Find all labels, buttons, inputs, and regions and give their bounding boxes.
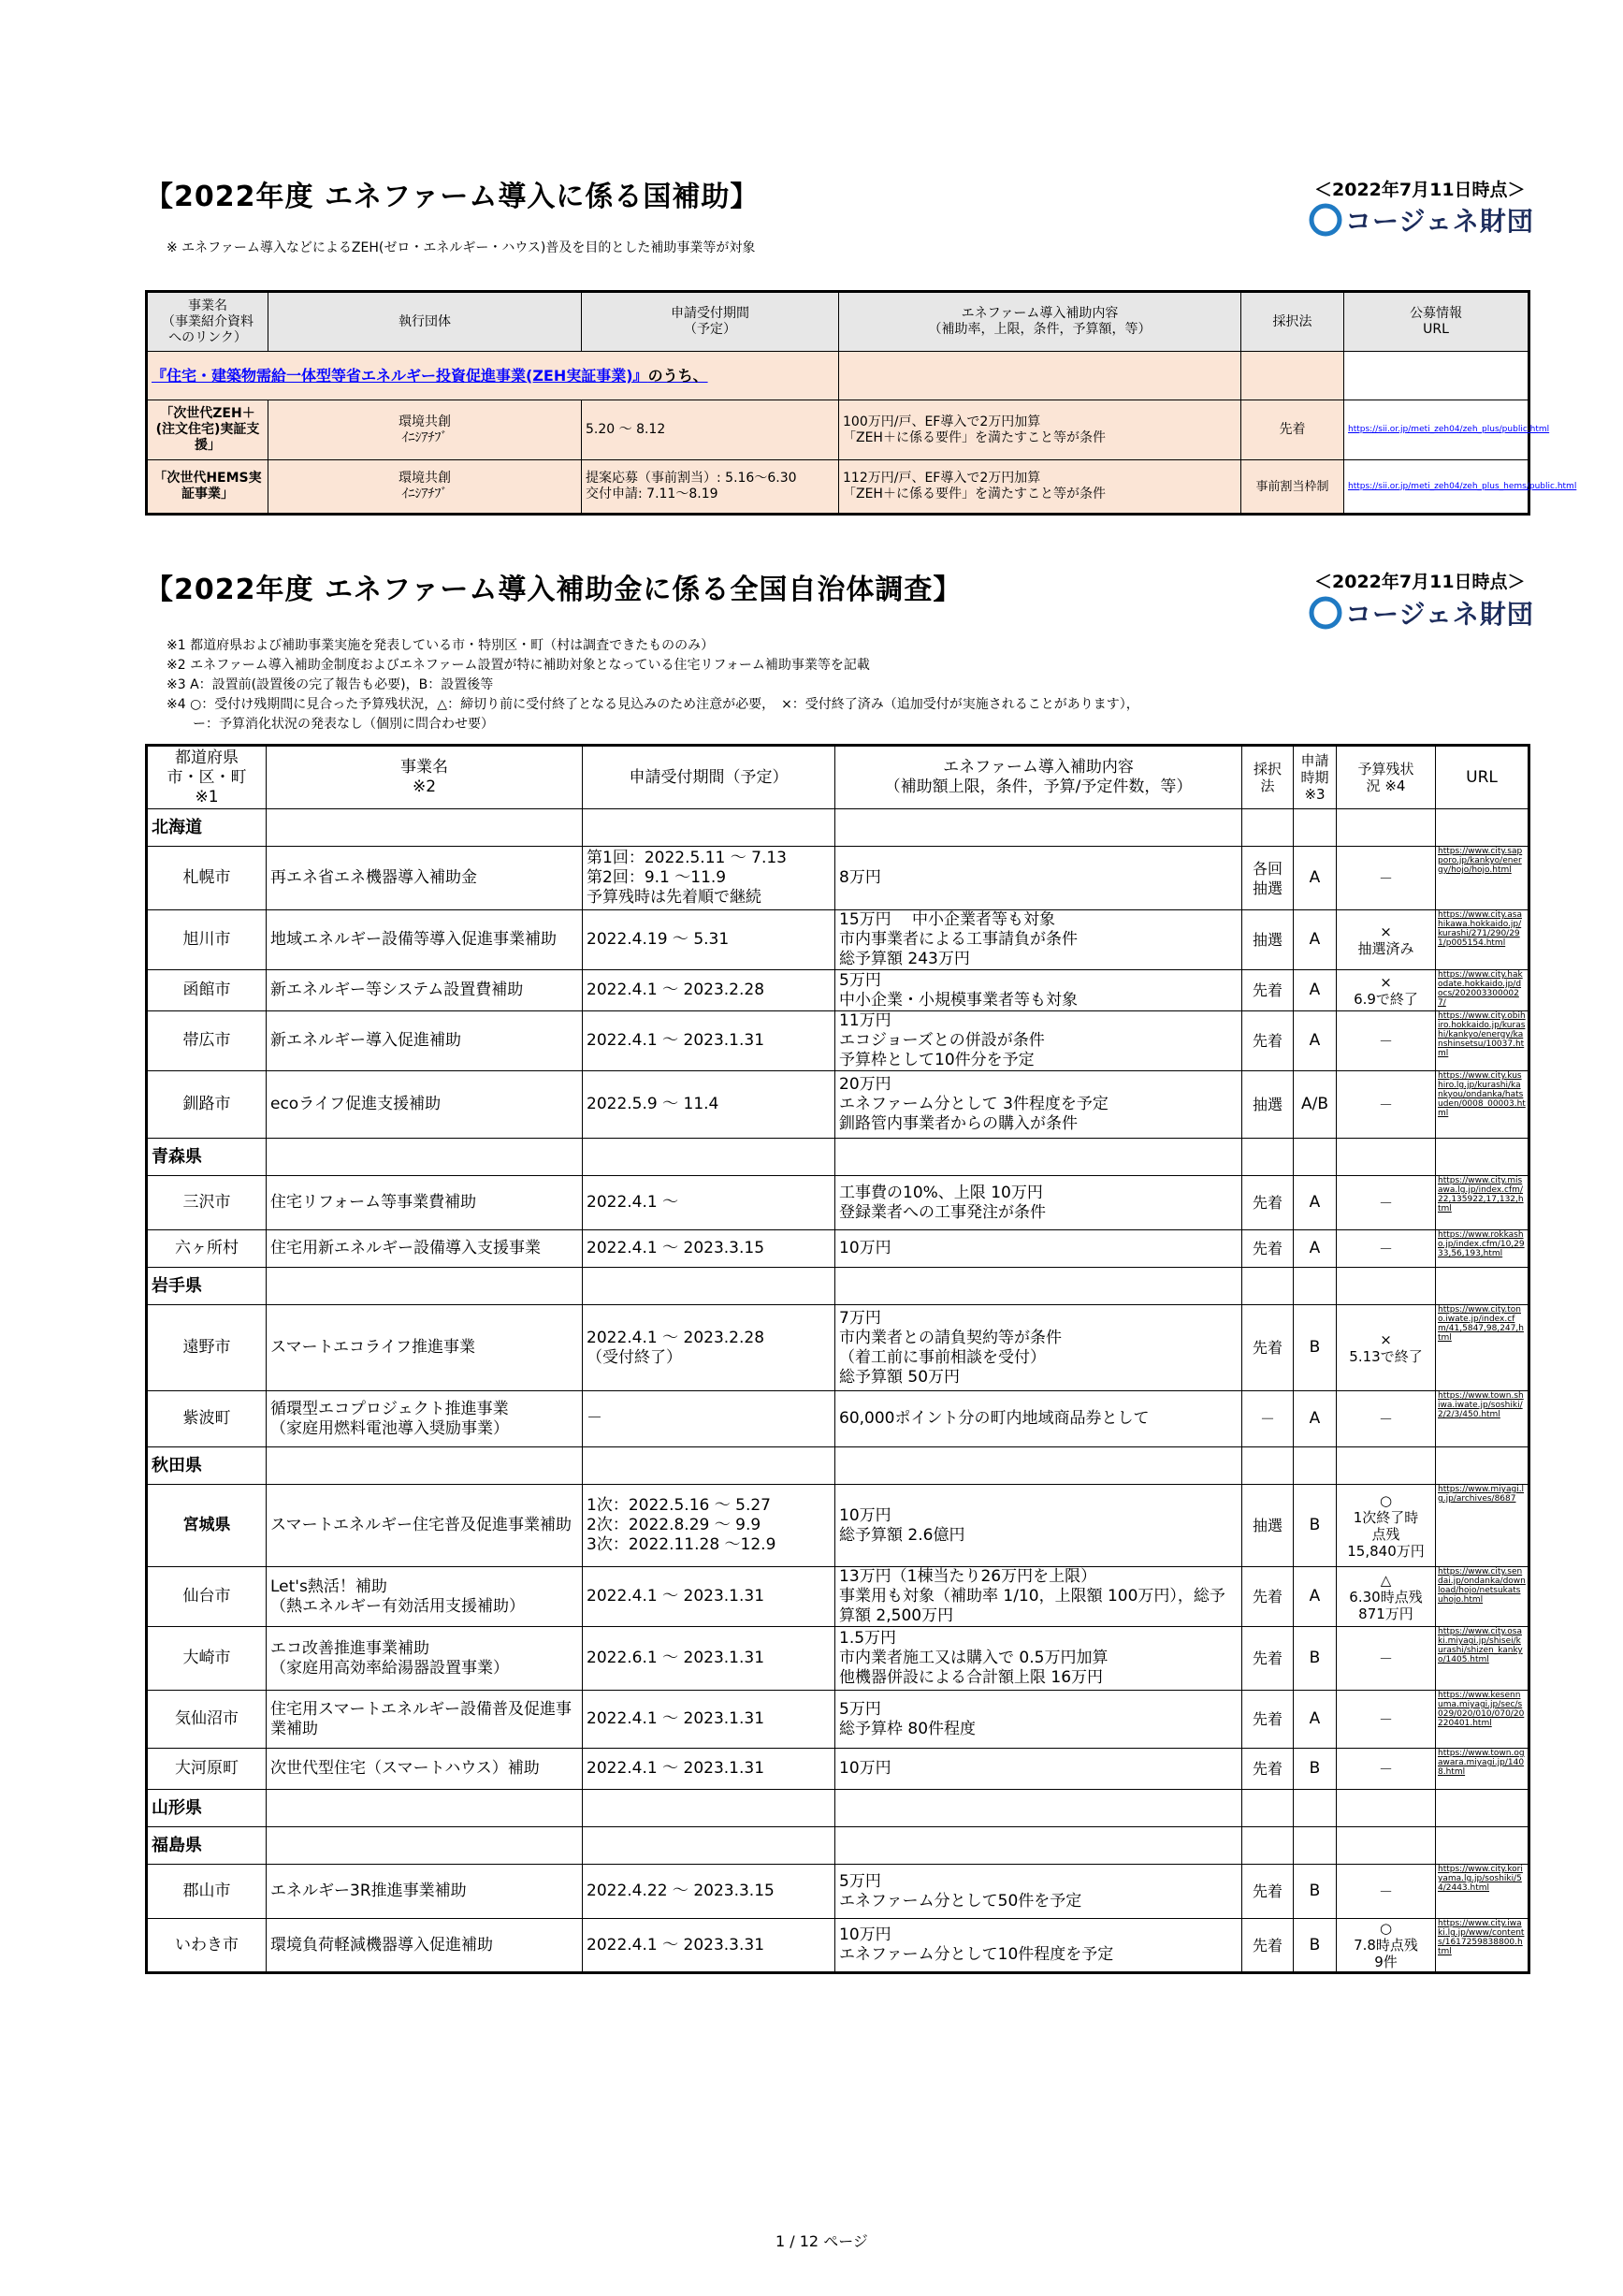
empty-cell [1242, 1139, 1294, 1176]
subsidy-content: 1.5万円 市内業者施工又は購入で 0.5万円加算 他機器併設による合計額上限 16万円 [835, 1627, 1242, 1691]
t2-header-url: URL [1436, 746, 1529, 809]
application-period: 第1回：2022.5.11 ～ 7.13 第2回：9.1 ～11.9 予算残時は先着順で継続 [583, 847, 835, 910]
page-footer: 1 / 12 ページ [775, 2232, 868, 2250]
empty-cell [583, 1790, 835, 1827]
subsidy-content: 8万円 [835, 847, 1242, 910]
city-name: 郡山市 [147, 1865, 267, 1919]
t1-row-url[interactable]: https://sii.or.jp/meti_zeh04/zeh_plus/public.html [1344, 400, 1529, 460]
t2-header-method: 採択 法 [1242, 746, 1294, 809]
t1-row-org: 環境共創 ｲﾆｼｱﾁﾌﾞ [268, 460, 582, 515]
section2-notes [167, 636, 1139, 734]
t1-header-method: 採択法 [1241, 292, 1344, 352]
application-timing: B [1294, 1627, 1337, 1691]
program-name: 次世代型住宅（スマートハウス）補助 [267, 1749, 583, 1790]
application-timing: B [1294, 1865, 1337, 1919]
empty-cell [835, 1139, 1242, 1176]
selection-method: 先着 [1242, 1305, 1294, 1391]
selection-method: 先着 [1242, 1176, 1294, 1230]
subsidy-content: 工事費の10%、上限 10万円 登録業者への工事発注が条件 [835, 1176, 1242, 1230]
prefecture-row [147, 1139, 1529, 1176]
selection-method: 先着 [1242, 1230, 1294, 1268]
table-row [147, 1627, 1529, 1691]
empty-cell [583, 1139, 835, 1176]
budget-status: － [1337, 1230, 1436, 1268]
t2-header-period: 申請受付期間（予定） [583, 746, 835, 809]
t1-row-period: 提案応募（事前割当）: 5.16～6.30 交付申請: 7.11～8.19 [582, 460, 839, 515]
empty-cell [1337, 1827, 1436, 1865]
budget-status: － [1337, 1071, 1436, 1139]
t2-header-budget: 予算残状 況 ※4 [1337, 746, 1436, 809]
city-name: 帯広市 [147, 1011, 267, 1071]
selection-method: 先着 [1242, 1919, 1294, 1973]
selection-method: － [1242, 1391, 1294, 1447]
prefecture-name: 秋田県 [147, 1447, 267, 1485]
empty-cell [583, 1447, 835, 1485]
logo-text: コージェネ財団 [1345, 206, 1534, 237]
budget-status: － [1337, 1749, 1436, 1790]
selection-method: 抽選 [1242, 1071, 1294, 1139]
city-name: 遠野市 [147, 1305, 267, 1391]
prefecture-row [147, 1827, 1529, 1865]
application-period: － [583, 1391, 835, 1447]
empty-cell [835, 1447, 1242, 1485]
t1-row-name[interactable]: 「次世代ZEH＋(注文住宅)実証支援」 [147, 400, 268, 460]
selection-method: 先着 [1242, 1567, 1294, 1627]
selection-method: 先着 [1242, 1011, 1294, 1071]
prefecture-name: 福島県 [147, 1827, 267, 1865]
budget-status: － [1337, 1011, 1436, 1071]
subsidy-content: 10万円 [835, 1230, 1242, 1268]
subsidy-content: 10万円 エネファーム分として10件程度を予定 [835, 1919, 1242, 1973]
selection-method: 先着 [1242, 1627, 1294, 1691]
application-timing: A [1294, 1176, 1337, 1230]
empty-cell [1294, 1139, 1337, 1176]
application-period: 2022.4.1 ～ 2023.1.31 [583, 1567, 835, 1627]
budget-status: － [1337, 1176, 1436, 1230]
t1-header-name: 事業名 （事業紹介資料 へのリンク） [147, 292, 268, 352]
city-name: 六ヶ所村 [147, 1230, 267, 1268]
program-name: 住宅用スマートエネルギー設備普及促進事業補助 [267, 1691, 583, 1749]
city-name: 札幌市 [147, 847, 267, 910]
table-row [147, 847, 1529, 910]
empty-cell [835, 1268, 1242, 1305]
application-period: 2022.4.19 ～ 5.31 [583, 910, 835, 970]
selection-method: 各回 抽選 [1242, 847, 1294, 910]
program-url[interactable]: https://www.city.misawa.lg.jp/index.cfm/22,135922,17,132,html [1436, 1176, 1529, 1230]
empty-cell [1294, 1447, 1337, 1485]
empty-cell [1337, 1268, 1436, 1305]
section2-date: ＜2022年7月11日時点＞ [1314, 572, 1526, 592]
application-timing: A [1294, 1230, 1337, 1268]
program-name: 再エネ省エネ機器導入補助金 [267, 847, 583, 910]
program-name: 循環型エコプロジェクト推進事業 （家庭用燃料電池導入奨励事業） [267, 1391, 583, 1447]
program-url[interactable]: https://www.city.osaki.miyagi.jp/shisei/kurashi/shizen_kankyo/1405.html [1436, 1627, 1529, 1691]
application-timing: A [1294, 847, 1337, 910]
selection-method: 先着 [1242, 1691, 1294, 1749]
program-url[interactable]: https://www.city.sendai.jp/ondanka/download/hojo/netsukatsuhojo.html [1436, 1567, 1529, 1627]
empty-cell [835, 1827, 1242, 1865]
empty-cell [1294, 1827, 1337, 1865]
program-url[interactable]: https://www.city.hakodate.hokkaido.jp/docs/2020033000027/ [1436, 970, 1529, 1011]
empty-cell [1436, 1790, 1529, 1827]
application-period: 1次：2022.5.16 ～ 5.27 2次：2022.8.29 ～ 9.9 3次：2022.11.28 ～12.9 [583, 1485, 835, 1567]
t1-header-url: 公募情報 URL [1344, 292, 1529, 352]
empty-cell [1436, 1827, 1529, 1865]
empty-cell [1242, 809, 1294, 847]
prefecture-name: 山形県 [147, 1790, 267, 1827]
budget-status: × 6.9で終了 [1337, 970, 1436, 1011]
prefecture-name: 青森県 [147, 1139, 267, 1176]
section1-logo [1310, 201, 1534, 239]
t1-row-url[interactable]: https://sii.or.jp/meti_zeh04/zeh_plus_hems/public.html [1344, 460, 1529, 515]
application-timing: B [1294, 1305, 1337, 1391]
prefecture-row [147, 1268, 1529, 1305]
logo-text: コージェネ財団 [1345, 599, 1534, 630]
note-line: ※2 エネファーム導入補助金制度およびエネファーム設置が特に補助対象となっている住宅リフォーム補助事業等を記載 [167, 658, 870, 673]
application-period: 2022.6.1 ～ 2023.1.31 [583, 1627, 835, 1691]
t2-header-timing: 申請 時期 ※3 [1294, 746, 1337, 809]
program-name: 環境負荷軽減機器導入促進補助 [267, 1919, 583, 1973]
budget-status: × 5.13で終了 [1337, 1305, 1436, 1391]
prefecture-name: 北海道 [147, 809, 267, 847]
program-name: Let's熱活！補助 （熱エネルギー有効活用支援補助） [267, 1567, 583, 1627]
application-period: 2022.4.1 ～ 2023.1.31 [583, 1011, 835, 1071]
budget-status: ○ 7.8時点残 9件 [1337, 1919, 1436, 1973]
application-timing: A [1294, 1691, 1337, 1749]
empty-cell [1337, 1139, 1436, 1176]
empty-cell [583, 1268, 835, 1305]
t1-row-name[interactable]: 「次世代HEMS実証事業」 [147, 460, 268, 515]
table-row [147, 970, 1529, 1011]
city-name: 函館市 [147, 970, 267, 1011]
table-row [147, 1391, 1529, 1447]
program-url[interactable]: https://www.city.obihiro.hokkaido.jp/kurashi/kankyo/energy/kanshinsetsu/10037.html [1436, 1011, 1529, 1071]
prefecture-row [147, 1447, 1529, 1485]
budget-status: △ 6.30時点残 871万円 [1337, 1567, 1436, 1627]
t1-header-period: 申請受付期間 （予定） [582, 292, 839, 352]
t1-intro-row[interactable] [147, 352, 839, 400]
application-timing: B [1294, 1485, 1337, 1567]
subsidy-content: 5万円 中小企業・小規模事業者等も対象 [835, 970, 1242, 1011]
national-subsidy-table [145, 290, 1577, 516]
prefecture-row [147, 1790, 1529, 1827]
selection-method: 先着 [1242, 970, 1294, 1011]
table-row [147, 1230, 1529, 1268]
logo-mark-icon [1310, 597, 1341, 629]
section1-note: ※ エネファーム導入などによるZEH(ゼロ・エネルギー・ハウス)普及を目的とした補助事業等が対象 [167, 240, 756, 255]
logo-mark-icon [1310, 204, 1341, 236]
empty-cell [835, 1790, 1242, 1827]
section1-date: ＜2022年7月11日時点＞ [1314, 180, 1526, 200]
application-period: 2022.4.1 ～ 2023.1.31 [583, 1691, 835, 1749]
note-line: ※1 都道府県および補助事業実施を発表している市・特別区・町（村は調査できたもののみ） [167, 638, 715, 653]
subsidy-content: 13万円（1棟当たり26万円を上限） 事業用も対象（補助率 1/10，上限額 100万円），総予算額 2,500万円 [835, 1567, 1242, 1627]
t2-header-pref: 都道府県 市・区・町 ※1 [147, 746, 267, 809]
subsidy-content: 15万円 中小企業者等も対象 市内事業者による工事請負が条件 総予算額 243万円 [835, 910, 1242, 970]
empty-cell [267, 1827, 583, 1865]
budget-status: － [1337, 1391, 1436, 1447]
empty-cell [1436, 1447, 1529, 1485]
table-row [147, 1305, 1529, 1391]
program-name: 新エネルギー導入促進補助 [267, 1011, 583, 1071]
t1-row-period: 5.20 ～ 8.12 [582, 400, 839, 460]
budget-status: － [1337, 847, 1436, 910]
application-timing: A/B [1294, 1071, 1337, 1139]
section2-logo [1310, 594, 1534, 632]
city-name: 仙台市 [147, 1567, 267, 1627]
subsidy-content: 20万円 エネファーム分として 3件程度を予定 釧路管内事業者からの購入が条件 [835, 1071, 1242, 1139]
empty-cell [1242, 1447, 1294, 1485]
budget-status: × 抽選済み [1337, 910, 1436, 970]
application-timing: A [1294, 910, 1337, 970]
subsidy-content: 10万円 [835, 1749, 1242, 1790]
empty-cell [1242, 1268, 1294, 1305]
program-name: 新エネルギー等システム設置費補助 [267, 970, 583, 1011]
empty-cell [1294, 809, 1337, 847]
note-line: ー：予算消化状況の発表なし（個別に問合わせ要） [167, 717, 494, 732]
empty-cell [1242, 1827, 1294, 1865]
empty-cell [1436, 1268, 1529, 1305]
application-timing: A [1294, 970, 1337, 1011]
t1-intro-empty [1241, 352, 1344, 400]
program-url[interactable]: https://www.town.ogawara.miyagi.jp/1408.html [1436, 1749, 1529, 1790]
budget-status: － [1337, 1627, 1436, 1691]
empty-cell [1337, 809, 1436, 847]
selection-method: 先着 [1242, 1865, 1294, 1919]
t1-intro-empty [1344, 352, 1529, 400]
subsidy-content: 60,000ポイント分の町内地域商品券として [835, 1391, 1242, 1447]
empty-cell [1337, 1790, 1436, 1827]
empty-cell [267, 1790, 583, 1827]
t1-row-content: 112万円/戸、EF導入で2万円加算 「ZEH＋に係る要件」を満たすこと等が条件 [839, 460, 1241, 515]
program-name: エネルギー3R推進事業補助 [267, 1865, 583, 1919]
city-name: 紫波町 [147, 1391, 267, 1447]
selection-method: 抽選 [1242, 1485, 1294, 1567]
table-row [147, 1011, 1529, 1071]
program-url[interactable]: https://www.city.sapporo.jp/kankyo/energy/hojo/hojo.html [1436, 847, 1529, 910]
subsidy-content: 7万円 市内業者との請負契約等が条件 （着工前に事前相談を受付） 総予算額 50万円 [835, 1305, 1242, 1391]
application-period: 2022.4.1 ～ 2023.2.28 [583, 970, 835, 1011]
program-name: ecoライフ促進支援補助 [267, 1071, 583, 1139]
program-url[interactable]: https://www.rokkasho.jp/index.cfm/10,2933,56,193,html [1436, 1230, 1529, 1268]
empty-cell [583, 1827, 835, 1865]
program-url[interactable]: https://www.city.tono.iwate.jp/index.cfm/41,5847,98,247,html [1436, 1305, 1529, 1391]
program-url[interactable]: https://www.city.iwaki.lg.jp/www/contents/1617259838800.html [1436, 1919, 1529, 1973]
t1-row-content: 100万円/戸、EF導入で2万円加算 「ZEH＋に係る要件」を満たすこと等が条件 [839, 400, 1241, 460]
prefecture-name: 岩手県 [147, 1268, 267, 1305]
subsidy-content: 5万円 総予算枠 80件程度 [835, 1691, 1242, 1749]
program-name: 住宅用新エネルギー設備導入支援事業 [267, 1230, 583, 1268]
application-timing: A [1294, 1011, 1337, 1071]
table-row [147, 1567, 1529, 1627]
city-name: 宮城県 [147, 1485, 267, 1567]
t1-intro-suffix: のうち、 [647, 367, 708, 385]
program-url[interactable]: https://www.city.koriyama.lg.jp/soshiki/54/2443.html [1436, 1865, 1529, 1919]
t1-intro-empty [839, 352, 1241, 400]
application-timing: B [1294, 1919, 1337, 1973]
note-line: ※3 A：設置前(設置後の完了報告も必要)，B：設置後等 [167, 677, 494, 692]
city-name: 三沢市 [147, 1176, 267, 1230]
subsidy-content: 10万円 総予算額 2.6億円 [835, 1485, 1242, 1567]
table-row [147, 1919, 1529, 1973]
note-line: ※4 ○：受付け残期間に見合った予算残状況，△：締切り前に受付終了となる見込みのため注意が必要， ×：受付終了済み（追加受付が実施されることがあります）， [167, 697, 1139, 712]
program-name: エコ改善推進事業補助 （家庭用高効率給湯器設置事業） [267, 1627, 583, 1691]
selection-method: 先着 [1242, 1749, 1294, 1790]
application-timing: A [1294, 1391, 1337, 1447]
empty-cell [1436, 809, 1529, 847]
program-url[interactable]: https://www.city.kushiro.lg.jp/kurashi/kankyou/ondanka/hatsuden/0008_00003.html [1436, 1071, 1529, 1139]
table-row [147, 1176, 1529, 1230]
budget-status: ○ 1次終了時 点残 15,840万円 [1337, 1485, 1436, 1567]
city-name: いわき市 [147, 1919, 267, 1973]
budget-status: － [1337, 1691, 1436, 1749]
city-name: 大崎市 [147, 1627, 267, 1691]
application-period: 2022.4.1 ～ 2023.2.28 （受付終了） [583, 1305, 835, 1391]
t2-header-content: エネファーム導入補助内容 （補助額上限，条件，予算/予定件数，等） [835, 746, 1242, 809]
program-url[interactable]: https://www.city.asahikawa.hokkaido.jp/kurashi/271/290/291/p005154.html [1436, 910, 1529, 970]
subsidy-content: 11万円 エコジョーズとの併設が条件 予算枠として10件分を予定 [835, 1011, 1242, 1071]
empty-cell [267, 1268, 583, 1305]
table-row [147, 1691, 1529, 1749]
table-row [147, 910, 1529, 970]
section1-title: 【2022年度 エネファーム導入に係る国補助】 [145, 181, 760, 213]
program-name: スマートエネルギー住宅普及促進事業補助 [267, 1485, 583, 1567]
application-period: 2022.4.1 ～ 2023.3.31 [583, 1919, 835, 1973]
table-row [147, 1749, 1529, 1790]
city-name: 釧路市 [147, 1071, 267, 1139]
budget-status: － [1337, 1865, 1436, 1919]
table-row [147, 1485, 1529, 1567]
t2-header-name: 事業名 ※2 [267, 746, 583, 809]
program-url[interactable]: https://www.town.shiwa.iwate.jp/soshiki/2/2/3/450.html [1436, 1391, 1529, 1447]
empty-cell [1436, 1139, 1529, 1176]
empty-cell [1294, 1790, 1337, 1827]
t1-row-method: 先着 [1241, 400, 1344, 460]
section2-title: 【2022年度 エネファーム導入補助金に係る全国自治体調査】 [145, 574, 963, 606]
empty-cell [583, 809, 835, 847]
table-row [147, 1071, 1529, 1139]
table-row [147, 1865, 1529, 1919]
program-name: 地域エネルギー設備等導入促進事業補助 [267, 910, 583, 970]
application-period: 2022.4.1 ～ 2023.1.31 [583, 1749, 835, 1790]
city-name: 気仙沼市 [147, 1691, 267, 1749]
subsidy-content: 5万円 エネファーム分として50件を予定 [835, 1865, 1242, 1919]
municipal-subsidy-table [145, 744, 1530, 1974]
city-name: 大河原町 [147, 1749, 267, 1790]
application-period: 2022.5.9 ～ 11.4 [583, 1071, 835, 1139]
program-name: スマートエコライフ推進事業 [267, 1305, 583, 1391]
application-period: 2022.4.1 ～ 2023.3.15 [583, 1230, 835, 1268]
program-url[interactable]: https://www.miyagi.lg.jp/archives/8687 [1436, 1485, 1529, 1567]
empty-cell [835, 809, 1242, 847]
empty-cell [267, 1139, 583, 1176]
application-timing: B [1294, 1749, 1337, 1790]
empty-cell [1294, 1268, 1337, 1305]
prefecture-row [147, 809, 1529, 847]
application-period: 2022.4.1 ～ [583, 1176, 835, 1230]
t1-row-method: 事前割当枠制 [1241, 460, 1344, 515]
t1-header-org: 執行団体 [268, 292, 582, 352]
empty-cell [1242, 1790, 1294, 1827]
city-name: 旭川市 [147, 910, 267, 970]
zeh-program-link[interactable]: 『住宅・建築物需給一体型等省エネルギー投資促進事業(ZEH実証事業)』 [152, 367, 648, 385]
application-period: 2022.4.22 ～ 2023.3.15 [583, 1865, 835, 1919]
selection-method: 抽選 [1242, 910, 1294, 970]
t1-row-org: 環境共創 ｲﾆｼｱﾁﾌﾞ [268, 400, 582, 460]
empty-cell [267, 1447, 583, 1485]
program-url[interactable]: https://www.kesennuma.miyagi.jp/sec/s029/020/010/070/20220401.html [1436, 1691, 1529, 1749]
t1-header-content: エネファーム導入補助内容 （補助率，上限，条件，予算額，等） [839, 292, 1241, 352]
empty-cell [267, 809, 583, 847]
empty-cell [1337, 1447, 1436, 1485]
application-timing: A [1294, 1567, 1337, 1627]
program-name: 住宅リフォーム等事業費補助 [267, 1176, 583, 1230]
